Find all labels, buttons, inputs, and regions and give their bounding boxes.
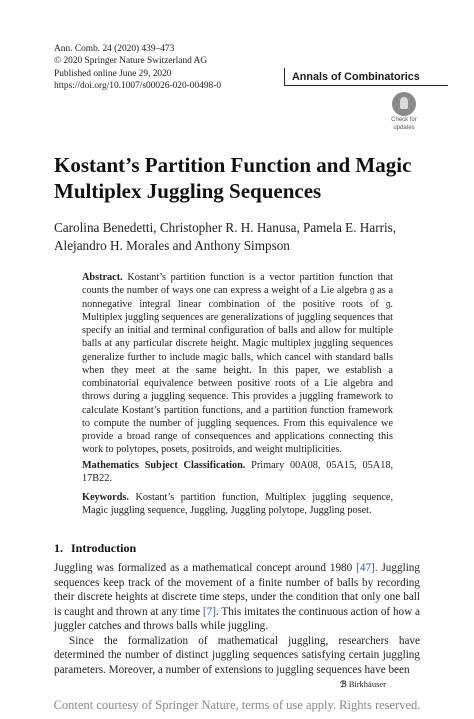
article-metadata: [54, 43, 221, 93]
published-date-line: Published online June 29, 2020: [54, 68, 172, 79]
citation-line: Ann. Comb. 24 (2020) 439–473: [54, 44, 175, 54]
section-heading: [54, 541, 136, 556]
section-number: 1.: [54, 541, 63, 555]
citation-link-47[interactable]: [47]: [356, 562, 375, 574]
abstract-paragraph: [82, 271, 393, 457]
author-list: Carolina Benedetti, Christopher R. H. Hanusa, Pamela E. Harris, Alejandro H. Morales and Anthony Simpson: [54, 220, 397, 253]
doi-link[interactable]: https://doi.org/10.1007/s00026-020-00498-0: [54, 81, 222, 92]
body-paragraph-2: Since the formalization of mathematical juggling, researchers have determined the number of distinct juggling sequences satisfying certain juggling parameters. Moreover, a number of extensions to juggling sequences have been: [54, 634, 420, 676]
check-updates-label-1: Check for: [391, 117, 417, 123]
keywords-label: Keywords.: [82, 492, 129, 503]
copyright-line: © 2020 Springer Nature Switzerland AG: [54, 56, 208, 67]
body-text-span: . This imitates the continuous action of how a juggler catches and throws balls while juggling.: [54, 605, 421, 632]
publisher-name: Birkhäuser: [348, 679, 386, 689]
footer-notice: Content courtesy of Springer Nature, terms of use apply. Rights reserved.: [0, 692, 474, 719]
journal-name: Annals of Combinatorics: [284, 68, 448, 86]
body-text-span: . Juggling sequences keep track of the movement of a finite number of balls by recording their discrete heights at discrete time steps, under the condition that only one ball is caught and thrown at any time: [54, 562, 420, 618]
abstract-label: Abstract.: [82, 272, 123, 283]
check-updates-label-2: updates: [393, 124, 415, 131]
msc-text: Primary 00A08, 05A15, 05A18, 17B22.: [82, 459, 394, 484]
abstract-text: Kostant’s partition function is a vector partition function that counts the number of ways one can express a weight of a Lie algebra 𝔤 as a nonnegative integral linear combination of the positive roots of 𝔤. Multiplex juggling sequences are generalizations of juggling sequences that specify an initial and terminal configuration of balls and allow for multiple balls at any particular discrete height. Magic multiplex juggling sequences generalize further to include magic balls, which cancel with standard balls when they meet at the same height. In this paper, we establish a combinatorial equivalence between positive roots of a Lie algebra and throws during a juggling sequence. This provides a juggling framework to calculate Kostant’s partition functions, and a partition function framework to compute the number of juggling sequences. From this equivalence we provide a broad range of consequences and applications connecting this work to polytopes, posets, positroids, and weight multiplicities.: [82, 272, 393, 456]
body-paragraph-1: [54, 561, 420, 634]
citation-link-7[interactable]: [7]: [202, 605, 216, 618]
section-title: Introduction: [71, 541, 137, 555]
paper-title: Kostant’s Partition Function and Magic Multiplex Juggling Sequences: [54, 153, 412, 203]
body-text-span: Juggling was formalized as a mathematical concept around 1980: [54, 562, 357, 574]
keywords-text: Kostant’s partition function, Multiplex juggling sequence, Magic juggling sequence, Juggling, Juggling polytope, Juggling poset.: [82, 492, 394, 517]
abstract-block: [82, 271, 393, 518]
keywords-paragraph: [82, 491, 393, 518]
birkhauser-icon: ℬ: [340, 679, 347, 689]
check-for-updates-button[interactable]: [387, 92, 421, 131]
publisher-logo: [340, 679, 386, 690]
body-text: [54, 561, 420, 677]
check-updates-icon: [392, 92, 416, 116]
msc-label: Mathematics Subject Classification.: [82, 459, 246, 471]
msc-paragraph: [82, 459, 393, 486]
